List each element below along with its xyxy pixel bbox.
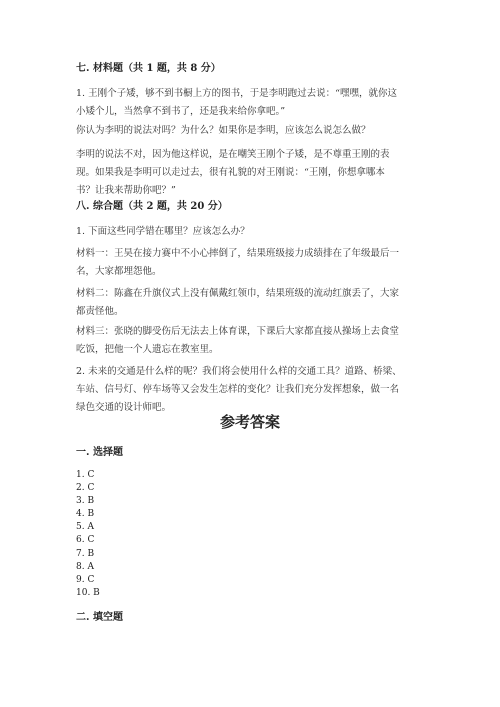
- section-8-material-2: 材料二：陈鑫在升旗仪式上没有佩戴红领巾，结果班级的流动红旗丢了，大家 都责怪他。: [76, 288, 400, 317]
- answer-item: 6. C: [76, 535, 95, 546]
- section-8-question-2: 2. 未来的交通是什么样的呢？我们将会使用什么样的交通工具？道路、桥梁、 车站、信号灯、停车场等又会发生怎样的变化？让我们充分发挥想象，做一名 绿色交通的设计师吧。: [76, 366, 402, 413]
- section-7-title: 七. 材料题（共 1 题，共 8 分）: [76, 63, 221, 74]
- section-8-question-1: 1. 下面这些同学错在哪里？应该怎么办？: [76, 226, 250, 237]
- section-7-answer: 李明的说法不对，因为他这样说，是在嘲笑王刚个子矮，是不尊重王刚的表 现。如果我是李明可以走过去，很有礼貌的对王刚说：“王刚，你想拿哪本 书？让我来帮助你吧？”: [76, 149, 390, 196]
- answer-item: 8. A: [76, 561, 94, 572]
- section-8-material-3: 材料三：张晓的脚受伤后无法去上体育课，下课后大家都直接从操场上去食堂 吃饭，把他一个人遗忘在教室里。: [76, 326, 400, 355]
- section-8-material-1: 材料一：王昊在接力赛中不小心摔倒了，结果班级接力成绩排在了年级最后一 名，大家都埋怨他。: [76, 248, 400, 277]
- answer-item: 9. C: [76, 574, 95, 585]
- answer-item: 10. B: [76, 587, 100, 598]
- answer-list: [76, 469, 100, 600]
- answer-item: 3. B: [76, 496, 95, 507]
- answer-item: 2. C: [76, 483, 95, 494]
- section-7-question-1: 1. 王刚个子矮，够不到书橱上方的图书，于是李明跑过去说：“嘿嘿，就你这 小矮个儿，当然拿不到书了，还是我来给你拿吧。”: [76, 88, 397, 117]
- answers-section-2-title: 二. 填空题: [76, 612, 123, 623]
- answers-title: 参考答案: [219, 413, 280, 431]
- section-8-title: 八. 综合题（共 2 题，共 20 分）: [76, 201, 228, 212]
- answers-section-1-title: 一. 选择题: [76, 447, 123, 458]
- answer-item: 1. C: [76, 470, 95, 480]
- section-7-prompt: 你认为李明的说法对吗？为什么？如果你是李明，应该怎么说怎么做？: [76, 125, 371, 136]
- answer-item: 7. B: [76, 548, 95, 559]
- answer-item: 4. B: [76, 509, 95, 520]
- answer-item: 5. A: [76, 522, 94, 533]
